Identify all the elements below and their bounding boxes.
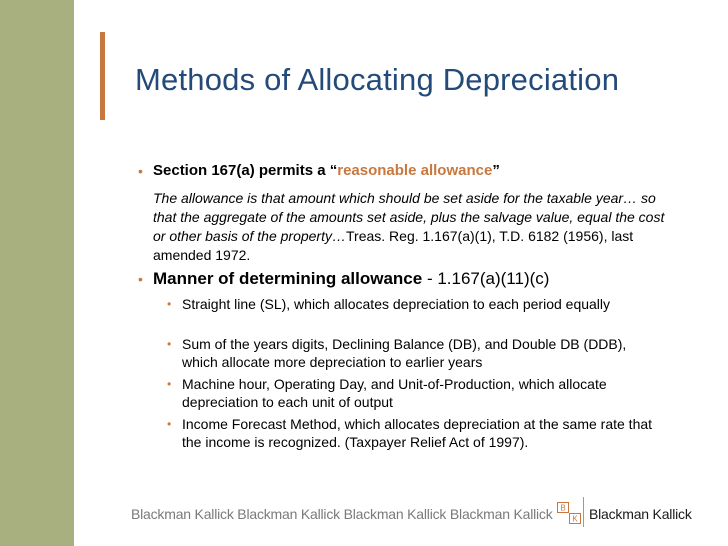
- left-decorative-band: [0, 0, 74, 546]
- sub-bullet-dot-icon: •: [167, 297, 172, 311]
- sub-bullet-dot-icon: •: [167, 377, 172, 391]
- bullet-1-description: [153, 189, 673, 265]
- bullet-1-highlight: reasonable allowance: [337, 162, 493, 179]
- bullet-2-plain: - 1.167(a)(11)(c): [422, 269, 550, 288]
- logo-company-name: Blackman Kallick: [589, 506, 692, 522]
- bullet-1-suffix: ”: [492, 162, 500, 179]
- bullet-2-heading: [153, 269, 549, 289]
- title-accent-bar: [100, 32, 105, 120]
- bullet-dot-icon: •: [138, 271, 143, 287]
- bullet-1-heading: [153, 162, 500, 179]
- slide-title: Methods of Allocating Depreciation: [135, 62, 620, 97]
- logo-divider: [583, 497, 584, 527]
- sub-bullet-dot-icon: •: [167, 417, 172, 431]
- bullet-1-citation: Treas. Reg. 1.167(a)(1), T.D. 6182 (1956), last amended 1972.: [153, 228, 634, 263]
- bullet-2-bold: Manner of determining allowance: [153, 269, 423, 288]
- footer-wordmark-repeat: Blackman Kallick Blackman Kallick Blackman Kallick Blackman Kallick: [131, 506, 553, 522]
- bk-logo-icon: [557, 502, 581, 524]
- logo-letter-k: K: [572, 514, 578, 524]
- sub-item-straight-line: Straight line (SL), which allocates depreciation to each period equally: [182, 296, 611, 312]
- sub-item-declining-balance: Sum of the years digits, Declining Balance (DB), and Double DB (DDB), which allocate more depreciation to earlier years: [182, 336, 627, 370]
- sub-item-machine-hour: Machine hour, Operating Day, and Unit-of-Production, which allocate depreciation to each unit of output: [182, 376, 607, 410]
- bullet-1-quote: The allowance is that amount which should be set aside for the taxable year… so that the aggregate of the amounts set aside, plus the salvage value, equal the cost or other basis of the property…: [153, 190, 665, 244]
- bullet-dot-icon: •: [138, 163, 143, 179]
- sub-item-income-forecast: Income Forecast Method, which allocates depreciation at the same rate that the income is recognized. (Taxpayer Relief Act of 1997).: [182, 416, 653, 450]
- logo-letter-b: B: [560, 503, 566, 513]
- bullet-1-prefix: Section 167(a) permits a “: [153, 162, 338, 179]
- sub-bullet-dot-icon: •: [167, 337, 172, 351]
